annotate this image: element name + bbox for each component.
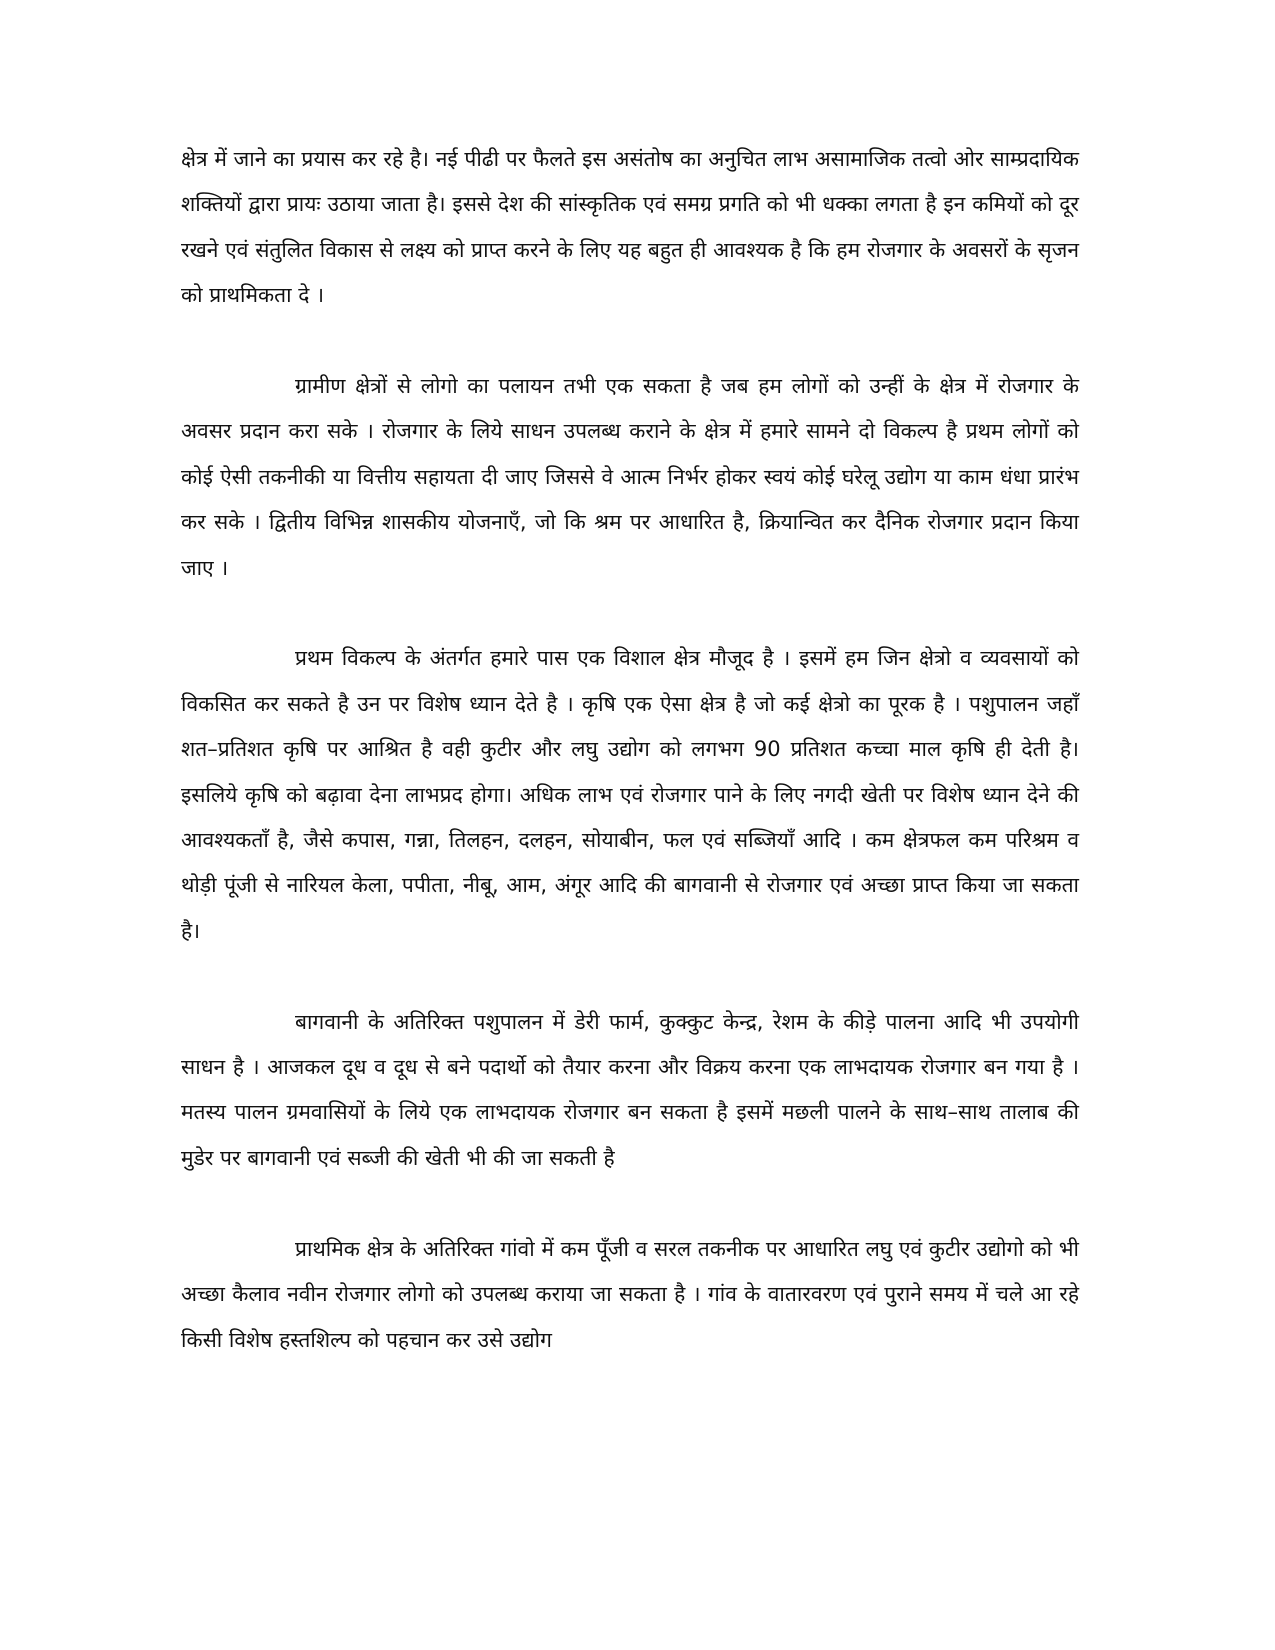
paragraph-4: बागवानी के अतिरिक्त पशुपालन में डेरी फार्म, कुक्कुट केन्द्र, रेशम के कीड़े पालना आदि भी उपयोगी साधन है । आजकल दूध व दूध से बने पदार्थो को तैयार करना और विक्रय करना एक लाभदायक रोजगार बन गया है । मतस्य पालन ग्रमवासियों के लिये एक लाभदायक रोजगार बन सकता है इसमें मछली पालने के साथ–साथ तालाब की मुडेर पर बागवानी एवं सब्जी की खेती भी की जा सकती है	[181, 1009, 1079, 1170]
document-body	[181, 137, 1079, 1408]
paragraph-3: प्रथम विकल्प के अंतर्गत हमारे पास एक विशाल क्षेत्र मौजूद है । इसमें हम जिन क्षेत्रो व व्यवसायों को विकसित कर सकते है उन पर विशेष ध्यान देते है । कृषि एक ऐसा क्षेत्र है जो कई क्षेत्रो का पूरक है । पशुपालन जहाँ शत–प्रतिशत कृषि पर आश्रित है वही कुटीर और लघु उद्योग को लगभग 90 प्रतिशत कच्चा माल कृषि ही देती है। इसलिये कृषि को बढ़ावा देना लाभप्रद होगा। अधिक लाभ एवं रोजगार पाने के लिए नगदी खेती पर विशेष ध्यान देने की आवश्यकताँ है, जैसे कपास, गन्ना, तिलहन, दलहन, सोयाबीन, फल एवं सब्जियाँ आदि । कम क्षेत्रफल कम परिश्रम व थोड़ी पूंजी से नारियल केला, पपीता, नीबू, आम, अंगूर आदि की बागवानी से रोजगार एवं अच्छा प्राप्त किया जा सकता है।	[181, 646, 1079, 943]
paragraph-1: क्षेत्र में जाने का प्रयास कर रहे है। नई पीढी पर फैलते इस असंतोष का अनुचित लाभ असामाजिक तत्वो ओर साम्प्रदायिक शक्तियों द्वारा प्रायः उठाया जाता है। इससे देश की सांस्कृतिक एवं समग्र प्रगति को भी धक्का लगता है इन कमियों को दूर रखने एवं संतुलित विकास से लक्ष्य को प्राप्त करने के लिए यह बहुत ही आवश्यक है कि हम रोजगार के अवसरों के सृजन को प्राथमिकता दे ।	[181, 147, 1079, 308]
paragraph-5: प्राथमिक क्षेत्र के अतिरिक्त गांवो में कम पूँजी व सरल तकनीक पर आधारित लघु एवं कुटीर उद्योगो को भी अच्छा कैलाव नवीन रोजगार लोगो को उपलब्ध कराया जा सकता है । गांव के वातारवरण एवं पुराने समय में चले आ रहे किसी विशेष हस्तशिल्प को पहचान कर उसे उद्योग	[181, 1236, 1079, 1352]
paragraph-2: ग्रामीण क्षेत्रों से लोगो का पलायन तभी एक सकता है जब हम लोगों को उन्हीं के क्षेत्र में रोजगार के अवसर प्रदान करा सके । रोजगार के लिये साधन उपलब्ध कराने के क्षेत्र में हमारे सामने दो विकल्प है प्रथम लोगों को कोई ऐसी तकनीकी या वित्तीय सहायता दी जाए जिससे वे आत्म निर्भर होकर स्वयं कोई घरेलू उद्योग या काम धंधा प्रारंभ कर सके । द्वितीय विभिन्न शासकीय योजनाएँ, जो कि श्रम पर आधारित है, क्रियान्वित कर दैनिक रोजगार प्रदान किया जाए ।	[181, 374, 1079, 580]
